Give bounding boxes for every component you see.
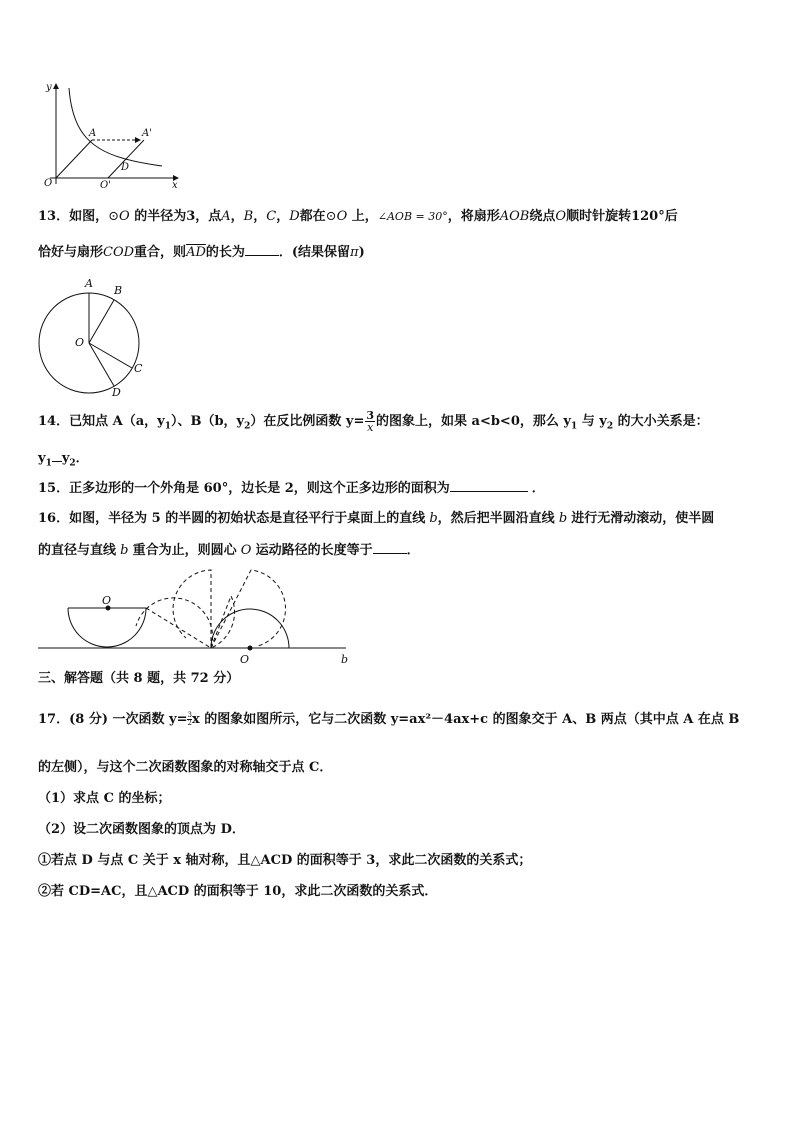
q13-text: 的半径为3，点 <box>129 209 222 224</box>
circle-symbol: ⊙ <box>325 209 337 224</box>
q17-text: （1）求点 C 的坐标； <box>38 791 171 806</box>
q16-text: 运动路径的长度等于 <box>255 543 373 558</box>
q13-num: 13．如图， <box>38 209 109 224</box>
q17-text: ②若 CD=AC，且△ACD 的面积等于 10，求此二次函数的关系式． <box>38 884 438 899</box>
figure-circle-sector <box>34 272 154 398</box>
answer-blank[interactable] <box>373 541 407 554</box>
label-O: O <box>44 178 53 189</box>
q14-sub: 1 <box>164 421 171 432</box>
q17-sub1 <box>38 790 764 808</box>
q14-sub: 2 <box>606 421 614 432</box>
line-OA <box>56 140 92 178</box>
q16-line1 <box>38 510 764 528</box>
q16-text: 重合为止，则圆心 <box>132 543 237 558</box>
label-A-prime: A' <box>142 128 152 139</box>
initial-semicircle <box>68 608 146 647</box>
q13-sep: ， <box>253 209 267 224</box>
radius-OB <box>89 300 114 343</box>
answer-blank[interactable] <box>52 449 62 462</box>
q13-text: 顺时针旋转120°后 <box>566 209 678 224</box>
final-semicircle <box>211 609 289 648</box>
hyperbola-curve <box>69 88 162 166</box>
label-O-bottom: O <box>240 653 250 666</box>
q17-text: 的左侧），与这个二次函数图象的对称轴交于点 C． <box>38 760 333 775</box>
q14-text: ）在反比例函数 y= <box>250 414 365 429</box>
q14-sub: 2 <box>69 458 76 469</box>
q16-text: 16．如图，半径为 5 的半圆的初始状态是直径平行于桌面上的直线 <box>38 511 426 526</box>
q16-b: b <box>116 543 133 558</box>
label-O: O <box>75 336 85 349</box>
label-y: y <box>46 82 52 93</box>
q17-text: （2）设二次函数图象的顶点为 D． <box>38 822 245 837</box>
q13-angle: ∠AOB = 30° <box>377 210 448 223</box>
q13-line2 <box>38 243 764 262</box>
q17-line1 <box>38 709 764 731</box>
rolling-position-4 <box>211 596 235 648</box>
q15-line <box>38 479 764 498</box>
q15-text: 15．正多边形的一个外角是 60°，边长是 2，则这个正多边形的面积为 <box>38 481 450 496</box>
q13-text: 都在 <box>299 209 326 224</box>
radius-OC <box>89 343 132 368</box>
q16-b: b <box>554 511 572 526</box>
q14-y1: y <box>38 451 46 466</box>
answer-blank[interactable] <box>245 243 279 256</box>
q17-sub3 <box>38 852 764 870</box>
q16-text: 的直径与直线 <box>38 543 117 558</box>
figure-hyperbola-graph <box>32 78 192 196</box>
q13-center: O <box>555 209 567 224</box>
label-B: B <box>114 284 123 297</box>
q17-sub2 <box>38 821 764 839</box>
fraction-denominator: x <box>367 421 374 434</box>
label-b: b <box>341 653 349 666</box>
q13-text: 的长为 <box>205 245 245 260</box>
q16-end: ． <box>406 543 420 558</box>
q14-sub: 2 <box>244 421 251 432</box>
q16-O: O <box>236 543 256 558</box>
q13-text: 恰好与扇形 <box>38 245 104 260</box>
rolling-position-1 <box>136 598 213 648</box>
q14-text: 与 y <box>577 414 607 429</box>
center-O-final <box>248 646 253 651</box>
q14-sub: 1 <box>45 458 52 469</box>
q17-sub4 <box>38 883 764 901</box>
q13-A: A <box>221 209 231 224</box>
fraction-denominator: 2 <box>187 719 192 727</box>
q14-text: ）、B（b，y <box>170 414 245 429</box>
q13-C: C <box>266 209 277 224</box>
q14-end: ． <box>75 451 89 466</box>
section-title: 三、解答题（共 8 题，共 72 分） <box>38 671 240 686</box>
q14-answer-line <box>38 449 764 473</box>
fraction-numerator: 3 <box>187 711 192 719</box>
q16-line2 <box>38 541 764 560</box>
q14-sub: 1 <box>570 421 578 432</box>
label-A: A <box>85 277 93 290</box>
q17-text: x 的图象如图所示，它与二次函数 y=ax²－4ax+c 的图象交于 A、B 两点（其中点 A 在点 B <box>191 712 740 727</box>
q14-text: 的图象上，如果 a<b<0，那么 y <box>376 414 571 429</box>
q13-O: O <box>336 209 348 224</box>
q13-D: D <box>289 209 300 224</box>
q13-line1 <box>38 208 764 226</box>
rolling-position-2 <box>173 570 211 648</box>
label-O-prime: O' <box>100 180 111 191</box>
fraction-numerator: 3 <box>366 409 374 422</box>
figure-rolling-semicircle <box>36 566 356 670</box>
q17-text: 17．(8 分) 一次函数 y= <box>38 712 188 727</box>
q17-text: ①若点 D 与点 C 关于 x 轴对称，且△ACD 的面积等于 3，求此二次函数的关系式； <box>38 853 532 868</box>
q13-text: 上， <box>347 209 378 224</box>
label-A: A <box>89 128 97 139</box>
circle-symbol: ⊙ <box>108 209 119 224</box>
label-D: D <box>112 386 121 398</box>
q13-sep: ， <box>230 209 244 224</box>
q15-end: ． <box>531 481 545 496</box>
q13-text: 绕点 <box>529 209 556 224</box>
label-x: x <box>172 180 178 191</box>
answer-blank[interactable] <box>450 479 528 492</box>
q16-text: 进行无滑动滚动，使半圆 <box>571 511 715 526</box>
q13-O: O <box>119 209 130 224</box>
q13-B: B <box>243 209 254 224</box>
label-O-top: O <box>102 594 112 607</box>
label-D: D <box>121 162 130 173</box>
q16-text: ，然后把半圆沿直线 <box>437 511 555 526</box>
q14-text: 的大小关系是： <box>613 414 709 429</box>
q13-pi: π <box>350 245 359 260</box>
fraction-3-over-x <box>365 410 375 433</box>
q13-sep: ， <box>276 209 290 224</box>
q13-text: ) <box>358 245 365 260</box>
q13-text: 重合，则 <box>134 245 187 260</box>
q13-text: ．(结果保留 <box>278 245 351 260</box>
q14-line1 <box>38 410 764 438</box>
q13-sector: AOB <box>499 209 530 224</box>
q13-arc: $\overline{AD}$ <box>186 245 206 260</box>
radius-OD <box>89 343 114 386</box>
q17-line2 <box>38 759 764 777</box>
q14-text: 14．已知点 A（a，y <box>38 414 165 429</box>
q16-b: b <box>425 511 438 526</box>
q13-sector: COD <box>103 245 135 260</box>
q13-text: ，将扇形 <box>447 209 500 224</box>
label-C: C <box>134 362 143 375</box>
section-heading <box>38 670 764 688</box>
q14-y2: y <box>61 451 70 466</box>
